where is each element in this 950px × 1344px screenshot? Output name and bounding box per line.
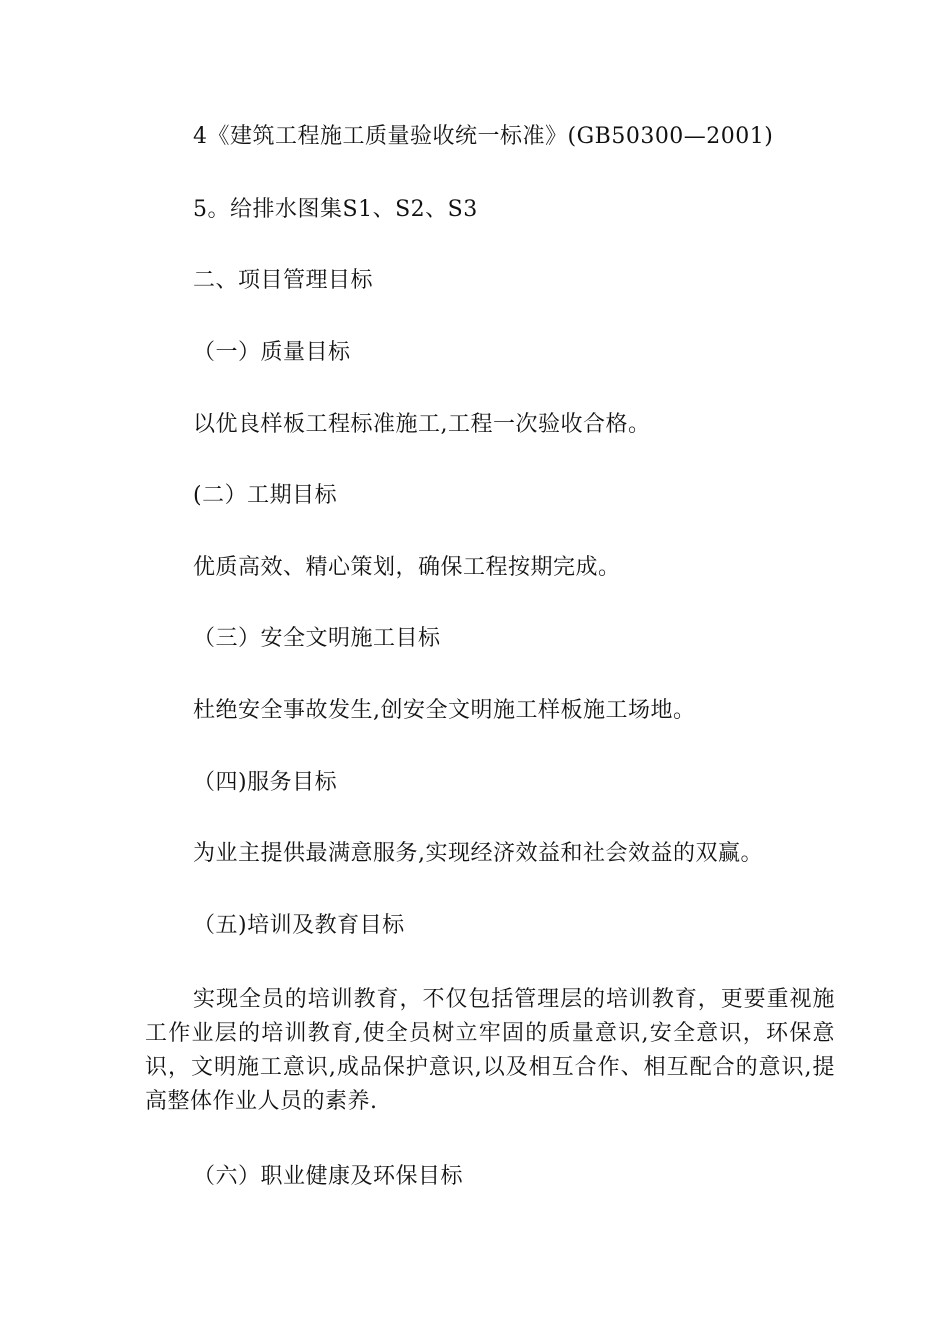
standard-item-4: 4《建筑工程施工质量验收统一标准》(GB50300—2001) (193, 124, 774, 149)
subheading-quality-goal: （一）质量目标 (193, 340, 351, 365)
section-heading-management-goals: 二、项目管理目标 (193, 268, 374, 293)
subheading-schedule-goal: (二）工期目标 (193, 483, 338, 508)
subheading-service-goal: （四)服务目标 (193, 770, 338, 795)
standard-item-5: 5。给排水图集S1、S2、S3 (193, 197, 478, 222)
subheading-safety-goal: （三）安全文明施工目标 (193, 626, 441, 651)
text-safety-goal: 杜绝安全事故发生,创安全文明施工样板施工场地。 (193, 698, 696, 723)
text-schedule-goal: 优质高效、精心策划，确保工程按期完成。 (193, 555, 621, 580)
text-training-goal: 实现全员的培训教育，不仅包括管理层的培训教育，更要重视施工作业层的培训教育,使全员树立牢固的质量意识,安全意识，环保意识，文明施工意识,成品保护意识,以及相互合作、相互配合的意识,提高整体作业人员的素养. (145, 987, 835, 1114)
text-service-goal: 为业主提供最满意服务,实现经济效益和社会效益的双赢。 (193, 841, 763, 866)
subheading-training-goal: （五)培训及教育目标 (193, 913, 405, 938)
subheading-health-environment-goal: （六）职业健康及环保目标 (193, 1164, 464, 1189)
text-quality-goal: 以优良样板工程标准施工,工程一次验收合格。 (193, 412, 651, 437)
